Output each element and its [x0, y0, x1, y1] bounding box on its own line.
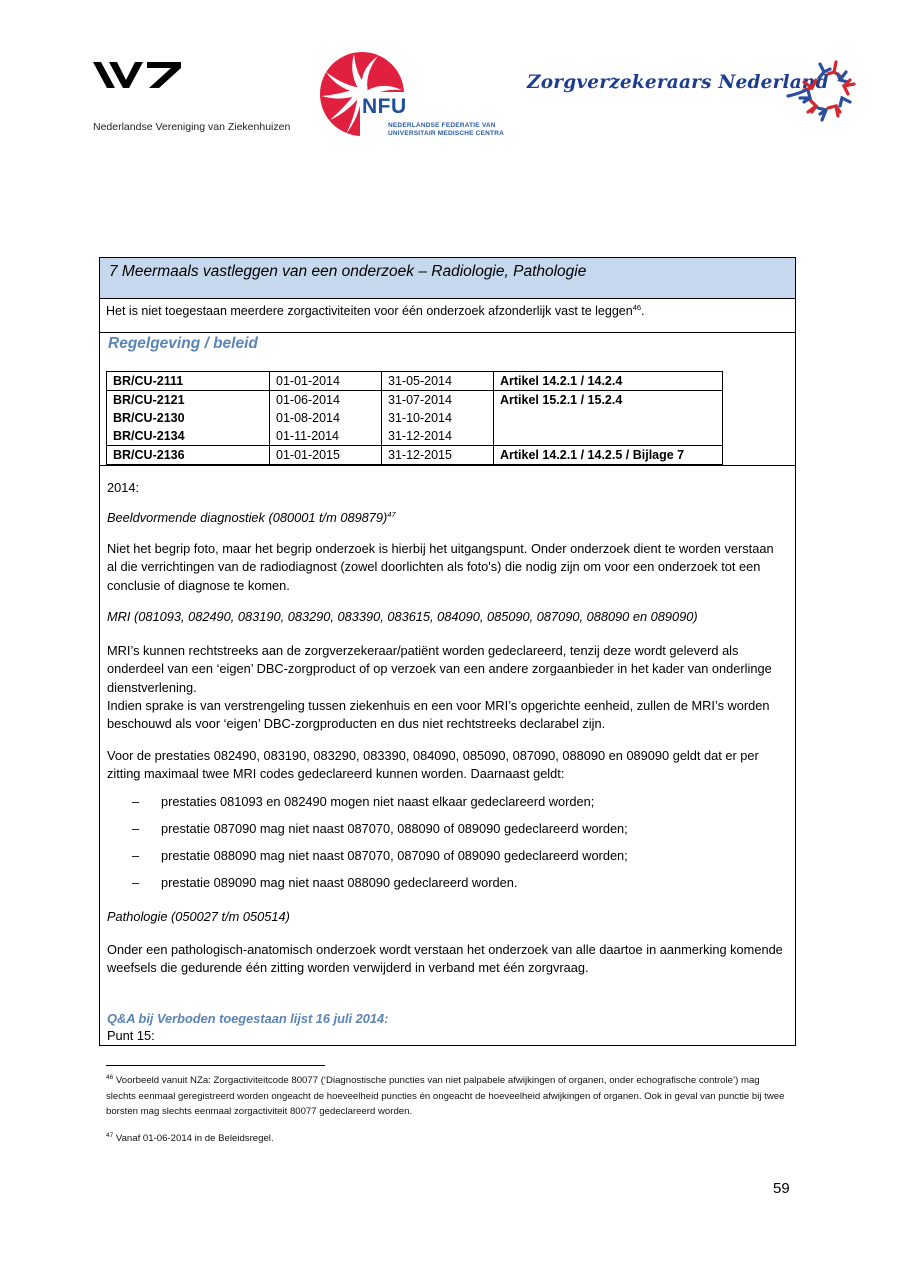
bullet-dash: – — [132, 821, 140, 836]
reg-code: BR/CU-2111 — [107, 372, 270, 391]
reg-ends — [382, 391, 494, 446]
reg-start: 01-01-2015 — [270, 446, 382, 465]
reg-starts — [270, 391, 382, 446]
section-title-row — [100, 258, 795, 299]
footnote-text: Voorbeeld vanuit NZa: Zorgactiviteitcode 80077 (‘Diagnostische puncties van niet palpabele afwijkingen of organen, onder echografische controle’) mag slechts eenmaal geregistreerd worden ongeacht de hoeveelheid puncties én ongeacht de hoeveelheid afwijkingen of organen. Ook in geval van punctie bij twee borsten mag slechts eenmaal zorgactiviteit 80077 gedeclareerd worden. — [106, 1075, 785, 1117]
nvz-logo-mark-icon — [93, 58, 185, 92]
year-label: 2014: — [107, 480, 140, 495]
mri-paragraph-2: Indien sprake is van verstrengeling tussen ziekenhuis en een voor MRI’s opgerichte eenheid, zullen de MRI’s worden beschouwd als voor ‘eigen’ DBC-zorgproducten en dus niet rechtstreeks declarabel zijn. — [107, 698, 770, 732]
reg-article: Artikel 14.2.1 / 14.2.4 — [494, 372, 723, 391]
nvz-logo — [93, 58, 313, 138]
pathology-heading: Pathologie (050027 t/m 050514) — [107, 909, 290, 924]
nfu-logo-letters: NFU — [362, 95, 407, 118]
list-item-text: prestatie 087090 mag niet naast 087070, 088090 of 089090 gedeclareerd worden; — [161, 821, 628, 836]
table-row — [107, 446, 723, 465]
footnote-marker: 47 — [106, 1132, 114, 1139]
pathology-paragraph: Onder een pathologisch-anatomisch onderzoek wordt verstaan het onderzoek van alle daartoe in aanmerking komende weefsels die gedurende één zitting worden verwijderd in verband met één zorgvraag. — [107, 942, 783, 976]
table-row — [107, 391, 723, 446]
section-intro-row — [100, 299, 795, 333]
bullet-dash: – — [132, 794, 140, 809]
bullet-dash: – — [132, 848, 140, 863]
reg-codes — [107, 391, 270, 446]
zn-figures-circle-icon — [784, 58, 864, 126]
footnote-separator — [106, 1065, 325, 1066]
reg-start: 01-01-2014 — [270, 372, 382, 391]
footnote-ref-47[interactable]: 47 — [387, 510, 396, 519]
footnote-46 — [106, 1073, 786, 1120]
list-item-text: prestatie 088090 mag niet naast 087070, 087090 of 089090 gedeclareerd worden; — [161, 848, 628, 863]
reg-code: BR/CU-2130 — [113, 411, 185, 425]
regulation-heading: Regelgeving / beleid — [108, 335, 258, 352]
reg-end: 31-10-2014 — [388, 411, 452, 425]
zorgverzekeraars-nederland-logo — [527, 58, 872, 128]
footnote-marker: 46 — [106, 1074, 114, 1081]
qa-heading[interactable]: Q&A bij Verboden toegestaan lijst 16 juli 2014: — [107, 1011, 389, 1026]
reg-start: 01-06-2014 — [276, 393, 340, 407]
table-row — [107, 372, 723, 391]
section-box — [99, 257, 796, 1046]
footnote-text: Vanaf 01-06-2014 in de Beleidsregel. — [115, 1133, 274, 1144]
reg-code: BR/CU-2134 — [113, 429, 185, 443]
nfu-logo — [318, 50, 528, 140]
mri-paragraph-1: MRI’s kunnen rechtstreeks aan de zorgverzekeraar/patiënt worden gedeclareerd, tenzij deze wordt geleverd als onderdeel van een ‘eigen’ DBC-zorgproduct of op verzoek van een andere zorgaanbieder in het kader van onderlinge dienstverlening. — [107, 643, 772, 695]
page-number: 59 — [773, 1180, 790, 1197]
imaging-heading — [107, 509, 787, 527]
reg-start: 01-11-2014 — [276, 429, 340, 443]
list-item-text: prestaties 081093 en 082490 mogen niet naast elkaar gedeclareerd worden; — [161, 794, 595, 809]
mri-heading: MRI (081093, 082490, 083190, 083290, 083390, 083615, 084090, 085090, 087090, 088090 en 089090) — [107, 609, 698, 624]
section-divider — [100, 465, 795, 466]
footnote-ref-46[interactable]: 46 — [632, 303, 642, 312]
reg-end: 31-12-2014 — [388, 429, 452, 443]
reg-start: 01-08-2014 — [276, 411, 340, 425]
footnote-47 — [106, 1131, 786, 1147]
reg-article: Artikel 14.2.1 / 14.2.5 / Bijlage 7 — [494, 446, 723, 465]
zn-logo-text: Zorgverzekeraars Nederland — [527, 72, 829, 93]
reg-end: 31-05-2014 — [382, 372, 494, 391]
nfu-logo-line-2: UNIVERSITAIR MEDISCHE CENTRA — [388, 130, 504, 137]
reg-end: 31-12-2015 — [382, 446, 494, 465]
qa-item: Punt 15: — [107, 1028, 155, 1043]
reg-end: 31-07-2014 — [388, 393, 452, 407]
imaging-heading-text: Beeldvormende diagnostiek (080001 t/m 089879) — [107, 510, 388, 525]
section-intro — [106, 304, 645, 318]
nfu-logo-line-1: NEDERLANDSE FEDERATIE VAN — [388, 122, 496, 129]
list-item-text: prestatie 089090 mag niet naast 088090 gedeclareerd worden. — [161, 875, 518, 890]
nvz-logo-subtitle: Nederlandse Vereniging van Ziekenhuizen — [93, 121, 291, 133]
mri-paragraph-3: Voor de prestaties 082490, 083190, 083290, 083390, 084090, 085090, 087090, 088090 en 089090 geldt dat er per zitting maximaal twee MRI codes gedeclareerd kunnen worden. Daarnaast geldt: — [107, 748, 759, 782]
intro-end: . — [641, 304, 645, 318]
regulation-table — [106, 371, 723, 465]
reg-article: Artikel 15.2.1 / 15.2.4 — [494, 391, 723, 446]
reg-code: BR/CU-2121 — [113, 393, 185, 407]
reg-code: BR/CU-2136 — [107, 446, 270, 465]
section-title: 7 Meermaals vastleggen van een onderzoek – Radiologie, Pathologie — [109, 263, 587, 280]
bullet-dash: – — [132, 875, 140, 890]
intro-text: Het is niet toegestaan meerdere zorgactiviteiten voor één onderzoek afzonderlijk vast te leggen — [106, 304, 633, 318]
imaging-paragraph: Niet het begrip foto, maar het begrip onderzoek is hierbij het uitgangspunt. Onder onderzoek dient te worden verstaan al die verrichtingen van de radiodiagnost (zowel doorlichten als foto's) die nodig zijn om voor een onderzoek tot een conclusie of diagnose te komen. — [107, 541, 774, 593]
